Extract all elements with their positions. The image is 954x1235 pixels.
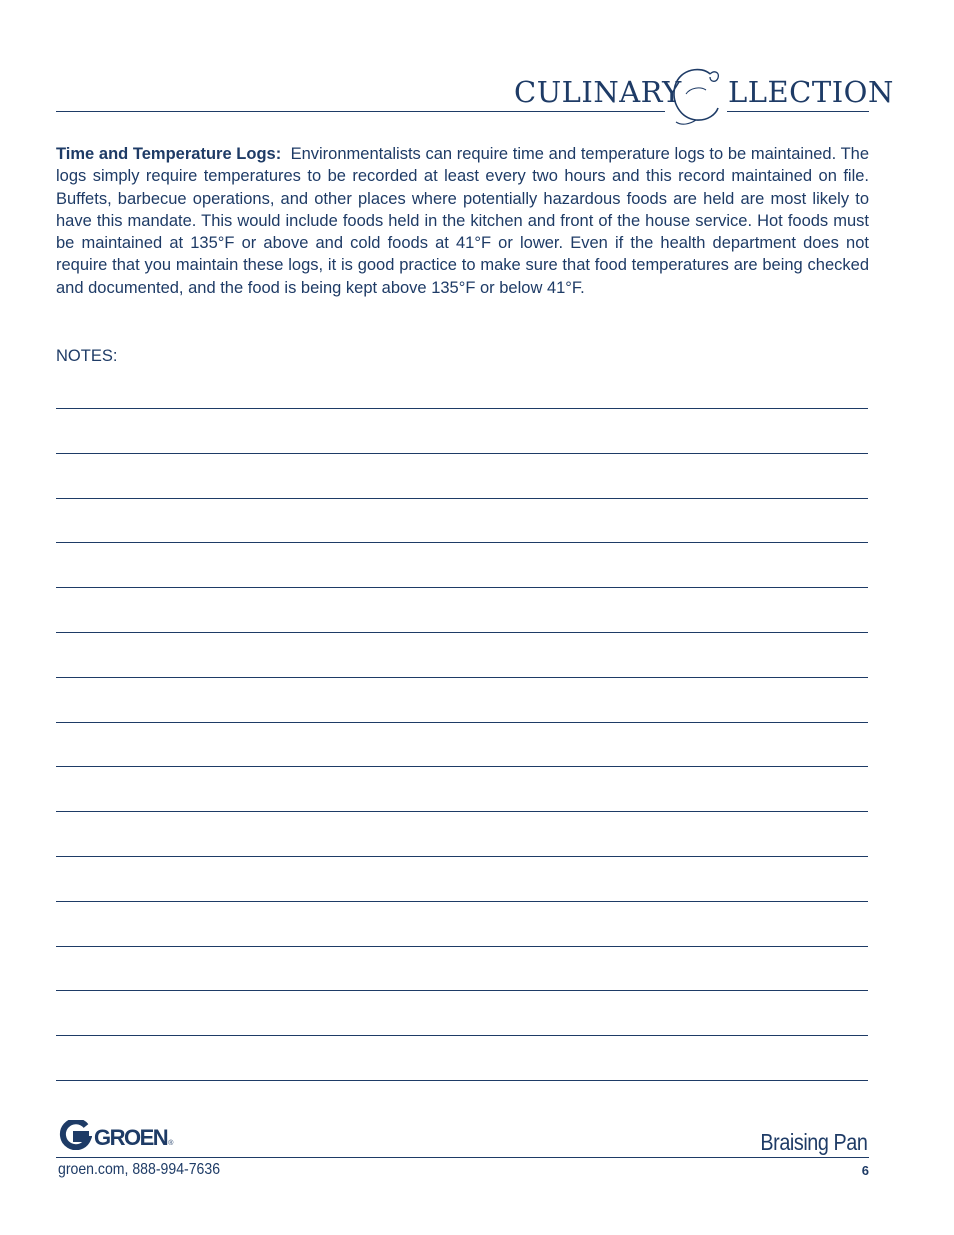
notes-line[interactable] (56, 677, 868, 722)
groen-logo-text: GROEN (94, 1125, 168, 1150)
groen-logo (58, 1120, 173, 1150)
brand-logo-llection: LLECTION (728, 75, 894, 109)
notes-line[interactable] (56, 766, 868, 811)
paragraph-lead: Time and Temperature Logs: (56, 145, 282, 163)
notes-line[interactable] (56, 498, 868, 543)
footer-rule (56, 1157, 869, 1158)
notes-line[interactable] (56, 722, 868, 767)
notes-line[interactable] (56, 408, 868, 453)
brand-monogram-icon (666, 64, 728, 128)
notes-line[interactable] (56, 990, 868, 1035)
paragraph-text: Environmentalists can require time and temperature logs to be maintained. The logs simply require temperatures to be recorded at least every two hours and this record maintained on file. Buffets, barbecue operations, and other places where potentially hazardous foods are held are most likely to have this mandate. This would include foods held in the kitchen and front of the house service. Hot foods must be maintained at 135°F or above and cold foods at 41°F or lower. Even if the health department does not require that you maintain these logs, it is good practice to make sure that food temperatures are being checked and documented, and the food is being kept above 135°F or below 41°F. (56, 145, 870, 297)
brand-monogram-letter: C (666, 64, 667, 65)
notes-line[interactable] (56, 811, 868, 856)
notes-line[interactable] (56, 946, 868, 991)
notes-line[interactable] (56, 901, 868, 946)
brand-underline (727, 111, 869, 112)
notes-line[interactable] (56, 587, 868, 632)
notes-line[interactable] (56, 632, 868, 677)
notes-line[interactable] (56, 1035, 868, 1080)
notes-lines (56, 408, 868, 1125)
notes-line[interactable] (56, 453, 868, 498)
groen-g-icon (58, 1120, 92, 1150)
notes-line[interactable] (56, 542, 868, 587)
product-name: Braising Pan (759, 1129, 867, 1155)
notes-label: NOTES: (56, 347, 118, 365)
brand-logo-culinary: CULINARY (514, 75, 682, 109)
body-paragraph (56, 143, 869, 299)
groen-logo-reg: ® (168, 1139, 174, 1147)
header-rule (56, 111, 665, 112)
page-number: 6 (861, 1163, 869, 1178)
notes-line[interactable] (56, 856, 868, 901)
notes-line[interactable] (56, 1080, 868, 1125)
footer-contact[interactable]: groen.com, 888-994-7636 (58, 1161, 221, 1178)
